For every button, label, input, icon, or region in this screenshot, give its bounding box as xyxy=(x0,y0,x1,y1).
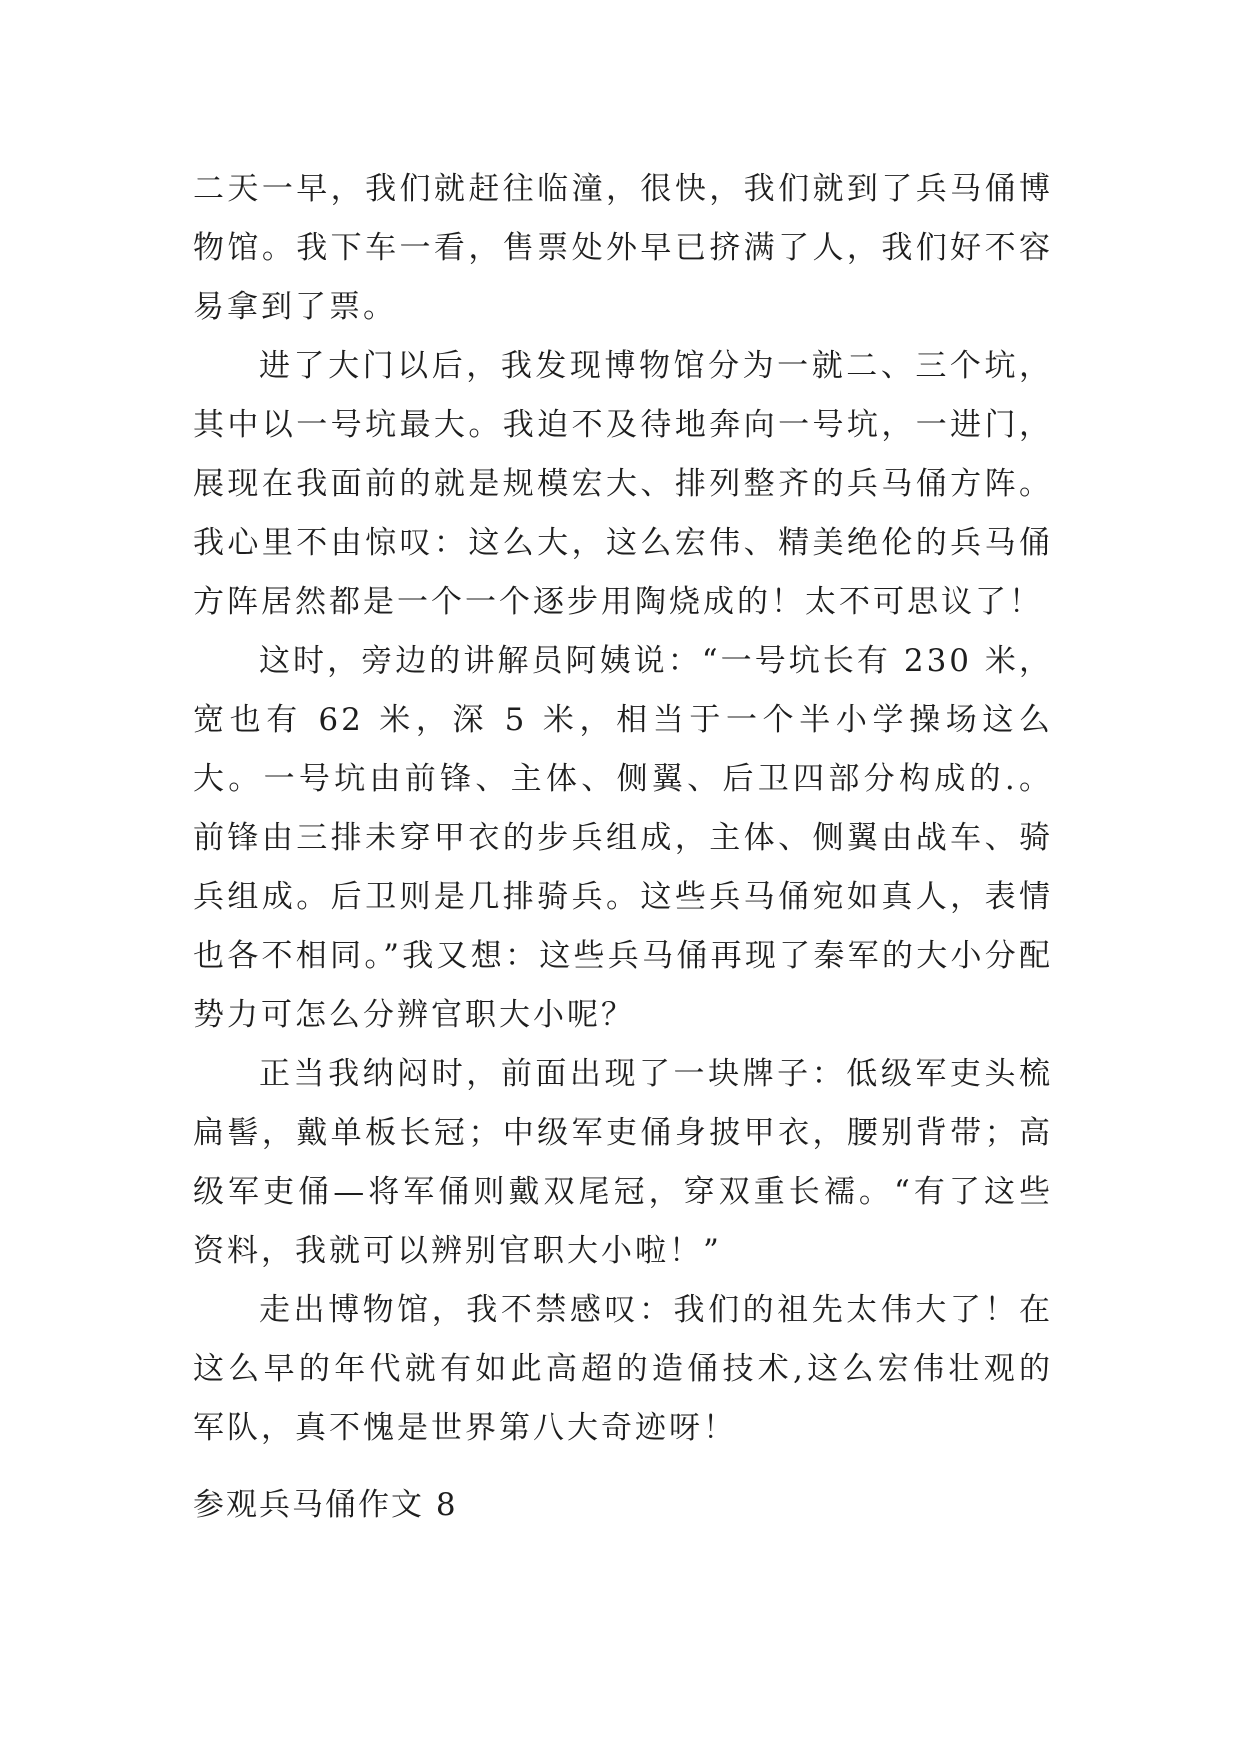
paragraph-4: 正当我纳闷时，前面出现了一块牌子：低级军吏头梳扁髻，戴单板长冠；中级军吏俑身披甲衣，腰别背带；高级军吏俑—将军俑则戴双尾冠，穿双重长襦。“有了这些资料，我就可以辨别官职大小啦！” xyxy=(193,1056,1053,1269)
paragraph-5: 走出博物馆，我不禁感叹：我们的祖先太伟大了！在这么早的年代就有如此高超的造俑技术,这么宏伟壮观的军队，真不愧是世界第八大奇迹呀！ xyxy=(193,1292,1053,1446)
section-heading: 参观兵马俑作文 8 xyxy=(193,1487,458,1523)
article-body xyxy=(193,160,1053,1458)
paragraph-1: 二天一早，我们就赶往临潼，很快，我们就到了兵马俑博物馆。我下车一看，售票处外早已挤满了人，我们好不容易拿到了票。 xyxy=(193,171,1053,325)
paragraph-3: 这时，旁边的讲解员阿姨说：“一号坑长有 230 米，宽也有 62 米，深 5 米，相当于一个半小学操场这么大。一号坑由前锋、主体、侧翼、后卫四部分构成的.。前锋由三排未穿甲衣的步兵组成，主体、侧翼由战车、骑兵组成。后卫则是几排骑兵。这些兵马俑宛如真人，表情也各不相同。”我又想：这些兵马俑再现了秦军的大小分配势力可怎么分辨官职大小呢？ xyxy=(193,643,1053,1033)
paragraph-2: 进了大门以后，我发现博物馆分为一就二、三个坑，其中以一号坑最大。我迫不及待地奔向一号坑，一进门，展现在我面前的就是规模宏大、排列整齐的兵马俑方阵。我心里不由惊叹：这么大，这么宏伟、精美绝伦的兵马俑方阵居然都是一个一个逐步用陶烧成的！太不可思议了！ xyxy=(193,348,1053,620)
